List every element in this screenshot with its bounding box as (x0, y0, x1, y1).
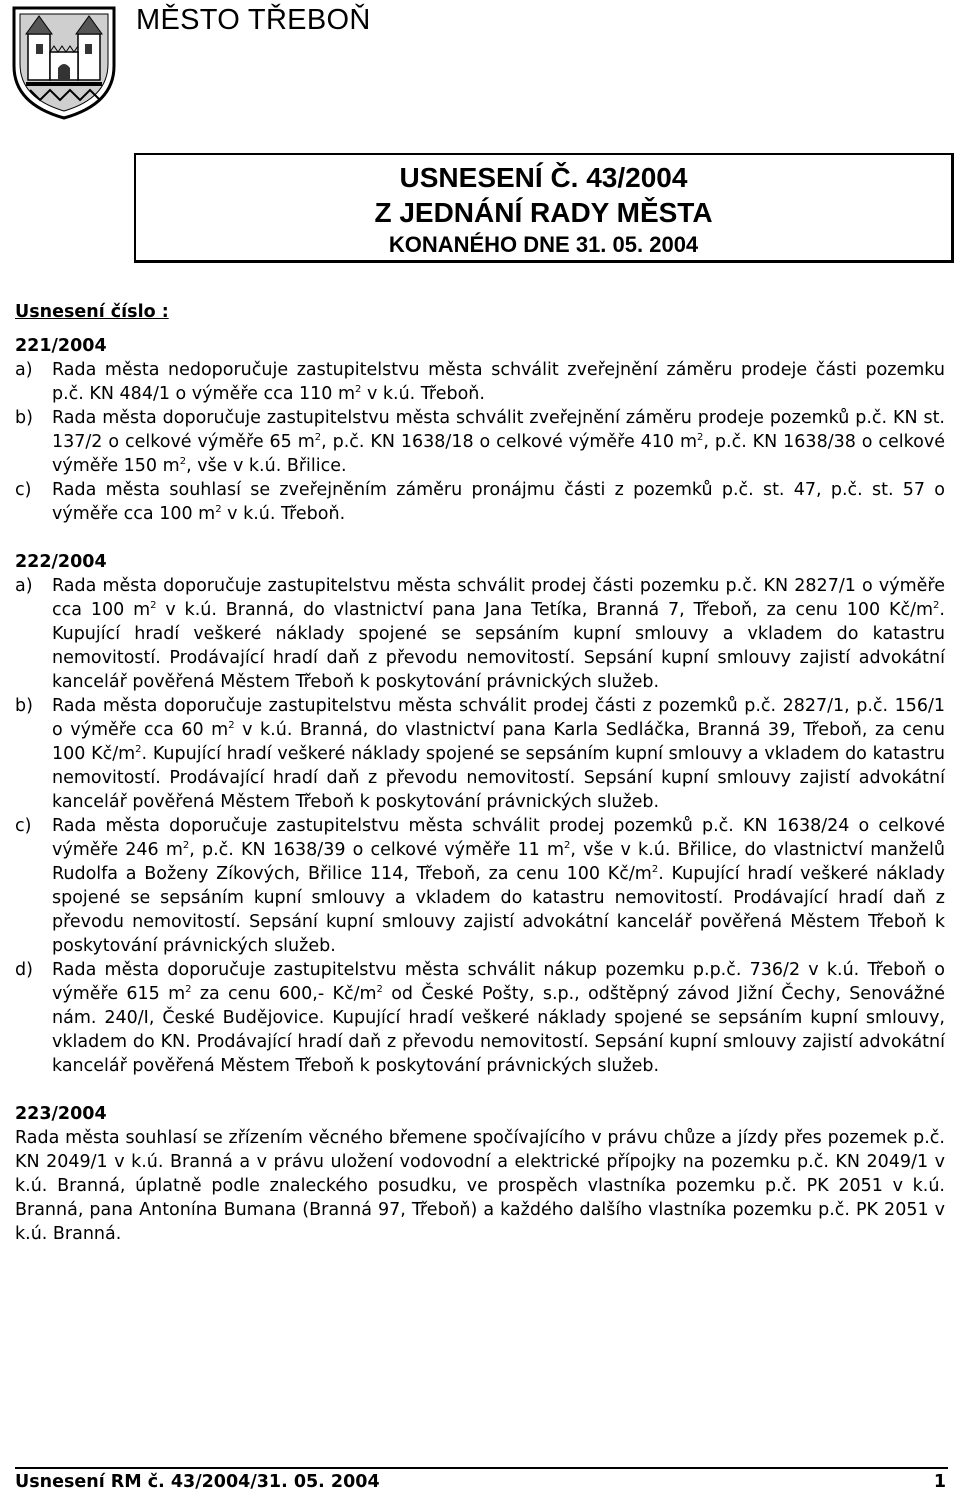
item-text: , p.č. KN 1638/38 o celkové výměře 150 m (52, 432, 946, 476)
superscript: 2 (215, 504, 222, 516)
item-letter: a) (15, 360, 33, 380)
superscript: 2 (182, 840, 190, 852)
list-item (15, 958, 945, 1078)
item-text: Rada města doporučuje zastupitelstvu města schválit prodej pozemků p.č. KN 1638/24 o celkové výměře 246 m (52, 816, 945, 860)
list-item (15, 358, 945, 406)
item-text: Rada města doporučuje zastupitelstvu města schválit prodej části z pozemků p.č. 2827/1, p.č. 156/1 o výměře cca 60 m (52, 696, 945, 740)
superscript: 2 (933, 600, 940, 612)
resolution-text-223: Rada města souhlasí se zřízením věcného břemene spočívajícího v právu chůze a jízdy přes pozemek p.č. KN 2049/1 v k.ú. Branná a v právu uložení vodovodní a elektrické přípojky na pozemku p.č. KN 2049/1 v k.ú. Branná, úplatně podle znaleckého posudku, ve prospěch vlastníka pozemku p.č. PK 2051 v k.ú. Branná, pana Antonína Bumana (Branná 97, Třeboň) a každého dalšího vlastníka pozemku p.č. PK 2051 v k.ú. Branná. (15, 1128, 945, 1244)
page-number: 1 (933, 1472, 946, 1492)
item-text: , vše v k.ú. Břilice, do vlastnictví manželů Rudolfa a Boženy Zíkových, Břilice 114, Třeboň, za cenu 100 Kč/m (52, 840, 945, 884)
item-text: . Kupující hradí veškeré náklady spojené se sepsáním kupní smlouvy a vkladem do katastru nemovitostí. Prodávající hradí daň z převodu nemovitostí. Sepsání kupní smlouvy zajistí advokátní kancelář pověřená Městem Třeboň k poskytování právnických služeb. (52, 864, 945, 956)
item-text: , p.č. KN 1638/39 o celkové výměře 11 m (189, 840, 565, 860)
superscript: 2 (228, 720, 235, 732)
item-text: Rada města doporučuje zastupitelstvu města schválit nákup pozemku p.p.č. 736/2 v k.ú. Třeboň o výměře 615 m (52, 960, 945, 1004)
item-text: . Kupující hradí veškeré náklady spojené se sepsáním kupní smlouvy a vkladem do katastru nemovitostí. Prodávající hradí daň z převodu nemovitostí. Sepsání kupní smlouvy zajistí advokátní kancelář pověřená Městem Třeboň k poskytování právnických služeb. (52, 600, 945, 692)
item-text: od České Pošty, s.p., odštěpný závod Jižní Čechy, Senovážné nám. 240/I, České Budějovice. Kupující hradí veškeré náklady spojené se sepsáním kupní smlouvy, vkladem do KN. Prodávající hradí daň z převodu nemovitostí. Sepsání kupní smlouvy zajistí advokátní kancelář pověřená Městem Třeboň k poskytování právnických služeb. (52, 984, 945, 1076)
footer-divider (15, 1467, 948, 1469)
item-letter: b) (15, 696, 33, 716)
item-text: v k.ú. Branná, do vlastnictví pana Jana Tetíka, Branná 7, Třeboň, za cenu 100 Kč/m (156, 600, 934, 620)
superscript: 2 (135, 744, 142, 756)
item-text: za cenu 600,- Kč/m (191, 984, 377, 1004)
item-text: Rada města nedoporučuje zastupitelstvu města schválit zveřejnění záměru prodeje části pozemku p.č. KN 484/1 o výměře cca 110 m (52, 360, 945, 404)
item-letter: a) (15, 576, 33, 596)
item-text: v k.ú. Branná, do vlastnictví pana Karla Sedláčka, Branná 39, Třeboň, za cenu 100 Kč/m (52, 720, 945, 764)
superscript: 2 (355, 384, 362, 396)
title-line-1: USNESENÍ Č. 43/2004 (399, 162, 688, 193)
item-letter: c) (15, 816, 32, 836)
town-name: MĚSTO TŘEBOŇ (136, 4, 371, 36)
resolution-number-222: 222/2004 (15, 552, 107, 572)
title-box (134, 153, 954, 263)
list-item (15, 478, 945, 526)
superscript: 2 (314, 432, 322, 444)
item-text: Rada města doporučuje zastupitelstvu města schválit zveřejnění záměru prodeje pozemků p.č. KN st. 137/2 o celkové výměře 65 m (52, 408, 945, 452)
superscript: 2 (376, 984, 383, 996)
item-text: Rada města souhlasí se zveřejněním záměru pronájmu části z pozemků p.č. st. 47, p.č. st. 57 o výměře cca 100 m (52, 480, 945, 524)
list-item (15, 694, 945, 814)
footer-reference: Usnesení RM č. 43/2004/31. 05. 2004 (15, 1472, 380, 1492)
superscript: 2 (651, 864, 659, 876)
item-text: v k.ú. Třeboň. (221, 504, 346, 524)
resolution-number-221: 221/2004 (15, 336, 107, 356)
town-coat-of-arms-icon (10, 4, 118, 122)
title-line-2: Z JEDNÁNÍ RADY MĚSTA (374, 197, 713, 228)
item-text: Rada města doporučuje zastupitelstvu města schválit prodej části pozemku p.č. KN 2827/1 o výměře cca 100 m (52, 576, 945, 620)
item-text: v k.ú. Třeboň. (361, 384, 485, 404)
item-text: , vše v k.ú. Břilice. (186, 456, 347, 476)
superscript: 2 (564, 840, 571, 852)
item-text: . Kupující hradí veškeré náklady spojené se sepsáním kupní smlouvy a vkladem do katastru nemovitostí. Prodávající hradí daň z převodu nemovitostí. Sepsání kupní smlouvy zajistí advokátní kancelář pověřená Městem Třeboň k poskytování právnických služeb. (52, 744, 945, 812)
superscript: 2 (179, 456, 187, 468)
item-letter: c) (15, 480, 32, 500)
resolution-label: Usnesení číslo : (15, 302, 169, 322)
item-text: , p.č. KN 1638/18 o celkové výměře 410 m (321, 432, 698, 452)
item-letter: d) (15, 960, 33, 980)
document-body (15, 300, 945, 1246)
resolution-number-223: 223/2004 (15, 1104, 107, 1124)
superscript: 2 (185, 984, 192, 996)
list-item (15, 574, 945, 694)
list-item (15, 406, 945, 478)
superscript: 2 (150, 600, 157, 612)
item-letter: b) (15, 408, 33, 428)
title-line-3: KONANÉHO DNE 31. 05. 2004 (388, 232, 699, 257)
list-item (15, 814, 945, 958)
superscript: 2 (697, 432, 704, 444)
